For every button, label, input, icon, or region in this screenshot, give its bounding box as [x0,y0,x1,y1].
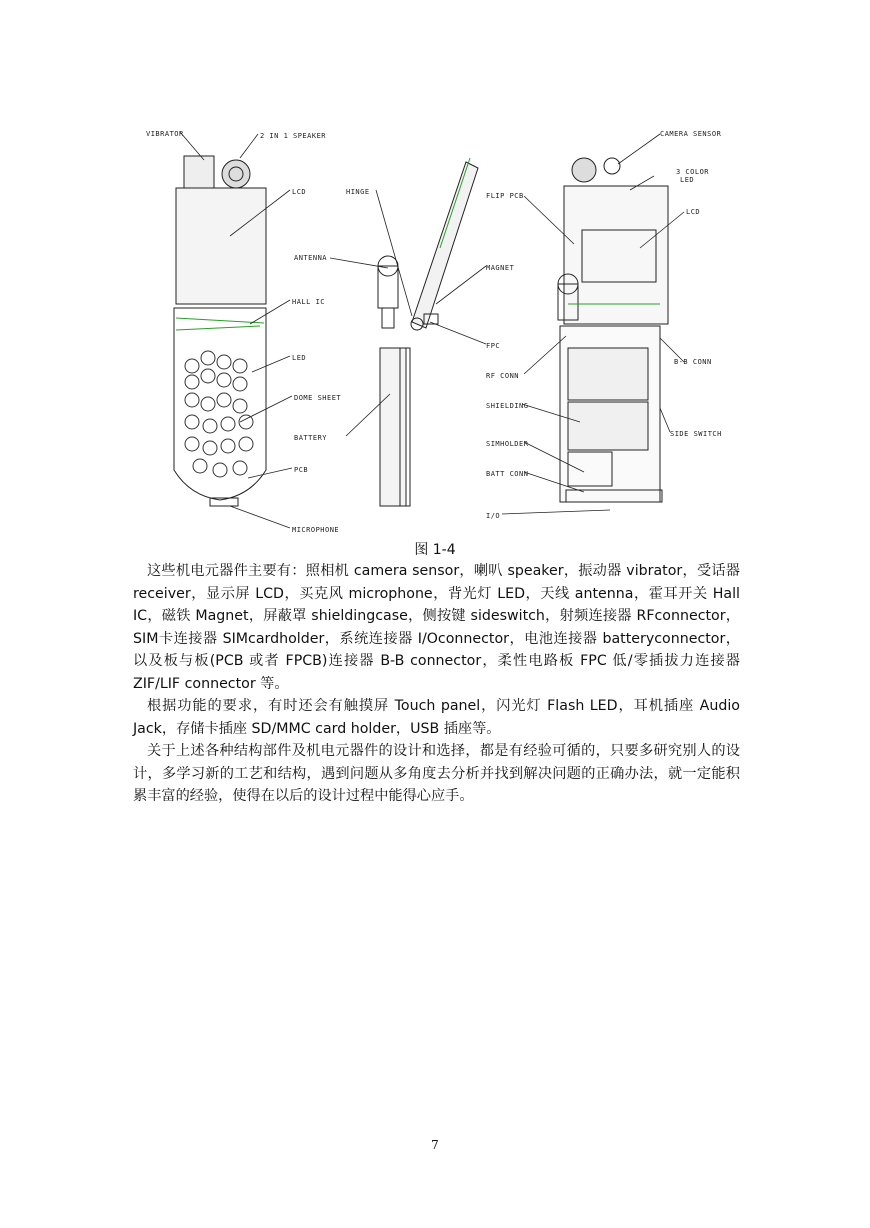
label-batt-conn: BATT CONN [486,470,529,478]
phone-diagram-figure [140,118,740,536]
flip-pcb-drawing [564,186,668,324]
battery-side-drawing [380,348,406,506]
body-text [133,560,740,808]
right-phone-back-view [558,158,668,502]
label-hall-ic: HALL IC [292,298,326,306]
label-lcd-right: LCD [686,208,701,216]
keypad-domes [185,351,253,477]
label-antenna: ANTENNA [294,254,328,262]
label-led-left: LED [292,354,307,362]
paragraph-optional-parts: 根据功能的要求，有时还会有触摸屏 Touch panel，闪光灯 Flash LED，耳机插座 Audio Jack，存储卡插座 SD/MMC card holder，USB 插座等。 [133,698,740,737]
label-dome-sheet: DOME SHEET [294,394,342,402]
label-hinge: HINGE [346,188,370,196]
label-vibrator: VIBRATOR [146,130,184,138]
label-shielding: SHIELDING [486,402,529,410]
keypad-board [174,308,266,500]
label-lcd-left: LCD [292,188,307,196]
speaker-drawing [222,160,250,188]
label-fpc: FPC [486,342,501,350]
paragraph-components: 这些机电元器件主要有：照相机 camera sensor，喇叭 speaker，振动器 vibrator，受话器 receiver，显示屏 LCD，买克风 microphone，背光灯 LED，天线 antenna，霍耳开关 Hall IC，磁铁 Magnet，屏蔽罩 shieldingcase，侧按键 sideswitch，射频连接器 RFconnector，SIM卡连接器 SIMcardholder，系统连接器 I/Oconnector，电池连接器 batteryconnector，以及板与板(PCB 或者 FPCB)连接器 B-B connector，柔性电路板 FPC 低/零插拔力连接器 ZIF/LIF connector 等。 [133,563,740,692]
shielding-can-1 [568,348,648,400]
shielding-can-2 [568,402,648,450]
left-phone-front-view [174,156,266,506]
label-pcb: PCB [294,466,309,474]
label-simholder: SIMHOLDER [486,440,529,448]
lcd-drawing [176,188,266,304]
figure-caption: 图 1-4 [414,542,456,558]
label-battery: BATTERY [294,434,328,442]
paragraph-experience: 关于上述各种结构部件及机电元器件的设计和选择，都是有经验可循的，只要多研究别人的设计，多学习新的工艺和结构，遇到问题从多角度去分析并找到解决问题的正确办法，就一定能积累丰富的经验，使得在以后的设计过程中能得心应手。 [133,743,740,804]
label-speaker: 2 IN 1 SPEAKER [260,132,327,140]
label-bb-conn: B-B CONN [674,358,712,366]
camera-module [184,156,214,188]
label-side-switch: SIDE SWITCH [670,430,722,438]
page-number: 7 [431,1138,439,1152]
label-color-led-2: LED [680,176,695,184]
camera-sensor-drawing [572,158,596,182]
label-flip-pcb: FLIP PCB [486,192,524,200]
label-microphone: MICROPHONE [292,526,340,534]
flip-open-drawing [412,162,478,328]
middle-side-view [378,158,478,506]
label-rf-conn: RF CONN [486,372,520,380]
label-magnet: MAGNET [486,264,515,272]
label-color-led-1: 3 COLOR [676,168,710,176]
label-io: I/O [486,512,501,520]
label-camera-sensor: CAMERA SENSOR [660,130,722,138]
